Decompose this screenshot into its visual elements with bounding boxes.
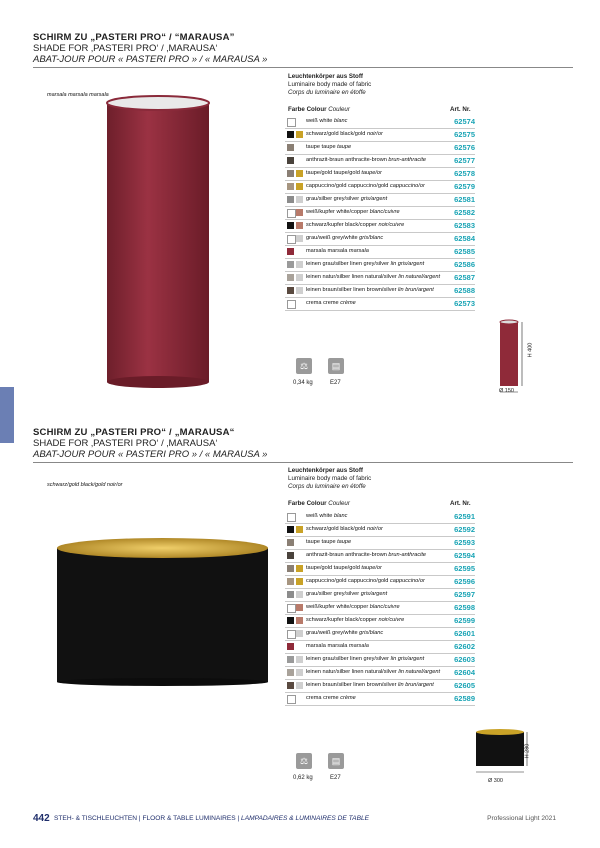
table-row — [285, 259, 475, 272]
colour-swatch — [287, 643, 294, 650]
colour-swatch — [287, 183, 294, 190]
socket-value: E27 — [330, 775, 341, 781]
article-number: 62589 — [454, 694, 475, 703]
footer-category: STEH- & TISCHLEUCHTEN | FLOOR & TABLE LUMINAIRES | LAMPADAIRES & LUMINAIRES DE TABLE — [54, 815, 370, 822]
colour-swatch — [287, 630, 296, 639]
article-number: 62579 — [454, 182, 475, 191]
table-row — [285, 116, 475, 129]
table-row — [285, 155, 475, 168]
colour-swatch — [287, 222, 294, 229]
colour-swatch-secondary — [296, 630, 303, 637]
product-photo — [33, 72, 278, 402]
chapter-tab — [0, 387, 14, 443]
colour-swatch — [287, 274, 294, 281]
article-number: 62576 — [454, 143, 475, 152]
table-row — [285, 680, 475, 693]
weight-value: 0,34 kg — [293, 380, 313, 386]
colour-swatch-secondary — [296, 261, 303, 268]
colour-name: weiß/kupfer white/copper blanc/cuivre — [306, 604, 400, 610]
colour-name: crema creme crème — [306, 695, 356, 701]
article-number: 62604 — [454, 668, 475, 677]
colour-name: weiß/kupfer white/copper blanc/cuivre — [306, 209, 400, 215]
colour-name: taupe taupe taupe — [306, 144, 352, 150]
colour-name: schwarz/kupfer black/copper noir/cuivre — [306, 617, 405, 623]
table-row — [285, 298, 475, 311]
colour-swatch — [287, 669, 294, 676]
section-title-fr: ABAT-JOUR POUR « PASTERI PRO » / « MARAUSA » — [33, 449, 268, 460]
colour-swatch-secondary — [296, 235, 303, 242]
colour-swatch-secondary — [296, 209, 303, 216]
colour-swatch — [287, 235, 296, 244]
table-row — [285, 550, 475, 563]
colour-swatch — [287, 131, 294, 138]
article-number: 62602 — [454, 642, 475, 651]
photo-label: marsala marsala marsala — [47, 92, 109, 98]
article-number: 62596 — [454, 577, 475, 586]
colour-swatch — [287, 682, 294, 689]
colour-swatch-secondary — [296, 170, 303, 177]
colour-swatch — [287, 144, 294, 151]
table-row — [285, 563, 475, 576]
divider — [33, 462, 573, 463]
colour-name: cappuccino/gold cappuccino/gold cappuccino/or — [306, 578, 425, 584]
weight-icon: ⚖ — [296, 358, 312, 374]
colour-swatch — [287, 526, 294, 533]
colour-swatch — [287, 118, 296, 127]
footer-catalog-name: Professional Light 2021 — [487, 815, 556, 822]
article-number: 62588 — [454, 286, 475, 295]
colour-name: leinen grau/silber linen grey/silver lin gris/argent — [306, 261, 425, 267]
colour-name: crema creme crème — [306, 300, 356, 306]
table-row — [285, 194, 475, 207]
colour-name: leinen natur/silber linen natural/silver lin naturel/argent — [306, 669, 441, 675]
article-number: 62595 — [454, 564, 475, 573]
drum-shade-image — [53, 537, 273, 687]
table-row — [285, 615, 475, 628]
colour-swatch-secondary — [296, 682, 303, 689]
article-number: 62575 — [454, 130, 475, 139]
colour-name: taupe taupe taupe — [306, 539, 352, 545]
colour-swatch-secondary — [296, 617, 303, 624]
colour-swatch-secondary — [296, 669, 303, 676]
dimension-drawing — [470, 726, 530, 778]
body-fr: Corps du luminaire en étoffe — [288, 89, 366, 96]
colour-name: weiß white blanc — [306, 513, 348, 519]
weight-value: 0,62 kg — [293, 775, 313, 781]
article-number: 62597 — [454, 590, 475, 599]
colour-swatch — [287, 604, 296, 613]
colour-swatch — [287, 287, 294, 294]
body-de: Leuchtenkörper aus Stoff — [288, 73, 363, 80]
article-number: 62577 — [454, 156, 475, 165]
variant-table — [285, 116, 475, 316]
section-title-de: SCHIRM ZU „PASTERI PRO“ / “MARAUSA” — [33, 32, 235, 43]
colour-name: leinen braun/silber linen brown/silver lin brun/argent — [306, 682, 434, 688]
section-title-en: SHADE FOR ‚PASTERI PRO‘ / ‚MARAUSA‘ — [33, 43, 218, 54]
article-number: 62584 — [454, 234, 475, 243]
colour-swatch — [287, 196, 294, 203]
colour-name: taupe/gold taupe/gold taupe/or — [306, 170, 382, 176]
colour-name: schwarz/gold black/gold noir/or — [306, 131, 383, 137]
colour-name: cappuccino/gold cappuccino/gold cappuccino/or — [306, 183, 425, 189]
table-row — [285, 693, 475, 706]
colour-name: taupe/gold taupe/gold taupe/or — [306, 565, 382, 571]
article-number: 62585 — [454, 247, 475, 256]
colour-swatch — [287, 248, 294, 255]
article-number: 62601 — [454, 629, 475, 638]
colour-swatch-secondary — [296, 578, 303, 585]
colour-swatch — [287, 565, 294, 572]
colour-name: schwarz/kupfer black/copper noir/cuivre — [306, 222, 405, 228]
colour-swatch — [287, 552, 294, 559]
table-row — [285, 285, 475, 298]
article-number: 62603 — [454, 655, 475, 664]
page-number: 442 — [33, 813, 50, 824]
table-row — [285, 220, 475, 233]
colour-name: grau/silber grey/silver gris/argent — [306, 591, 388, 597]
dimension-drawing — [488, 318, 538, 398]
colour-swatch-secondary — [296, 222, 303, 229]
socket-icon: ▤ — [328, 358, 344, 374]
socket-value: E27 — [330, 380, 341, 386]
colour-name: weiß white blanc — [306, 118, 348, 124]
colour-swatch — [287, 539, 294, 546]
colour-column-header: Farbe Colour Couleur — [288, 106, 350, 113]
colour-swatch — [287, 513, 296, 522]
article-number: 62599 — [454, 616, 475, 625]
table-row — [285, 181, 475, 194]
colour-column-header: Farbe Colour Couleur — [288, 500, 350, 507]
table-row — [285, 537, 475, 550]
article-number: 62598 — [454, 603, 475, 612]
colour-swatch — [287, 209, 296, 218]
colour-swatch — [287, 170, 294, 177]
colour-swatch — [287, 591, 294, 598]
colour-name: marsala marsala marsala — [306, 248, 369, 254]
colour-name: anthrazit-braun anthracite-brown brun-anthracite — [306, 552, 427, 558]
height-label: H 400 — [527, 342, 534, 358]
colour-swatch — [287, 578, 294, 585]
table-row — [285, 272, 475, 285]
artnr-column-header: Art. Nr. — [450, 106, 471, 113]
article-number: 62583 — [454, 221, 475, 230]
table-row — [285, 602, 475, 615]
colour-name: grau/weiß grey/white gris/blanc — [306, 630, 384, 636]
divider — [33, 67, 573, 68]
colour-name: leinen grau/silber linen grey/silver lin gris/argent — [306, 656, 425, 662]
article-number: 62593 — [454, 538, 475, 547]
table-row — [285, 589, 475, 602]
table-row — [285, 628, 475, 641]
colour-name: schwarz/gold black/gold noir/or — [306, 526, 383, 532]
body-fr: Corps du luminaire en étoffe — [288, 483, 366, 490]
body-en: Luminaire body made of fabric — [288, 475, 372, 482]
product-photo — [33, 467, 278, 797]
body-en: Luminaire body made of fabric — [288, 81, 372, 88]
table-row — [285, 129, 475, 142]
colour-swatch-secondary — [296, 196, 303, 203]
article-number: 62581 — [454, 195, 475, 204]
colour-swatch-secondary — [296, 565, 303, 572]
colour-swatch — [287, 300, 296, 309]
colour-name: marsala marsala marsala — [306, 643, 369, 649]
weight-icon: ⚖ — [296, 753, 312, 769]
colour-swatch-secondary — [296, 131, 303, 138]
article-number: 62574 — [454, 117, 475, 126]
colour-swatch-secondary — [296, 287, 303, 294]
colour-swatch-secondary — [296, 526, 303, 533]
article-number: 62582 — [454, 208, 475, 217]
colour-name: grau/silber grey/silver gris/argent — [306, 196, 388, 202]
article-number: 62578 — [454, 169, 475, 178]
article-number: 62587 — [454, 273, 475, 282]
colour-name: leinen natur/silber linen natural/silver lin naturel/argent — [306, 274, 441, 280]
table-row — [285, 576, 475, 589]
photo-label: schwarz/gold black/gold noir/or — [47, 482, 123, 488]
table-row — [285, 511, 475, 524]
article-number: 62605 — [454, 681, 475, 690]
colour-swatch — [287, 617, 294, 624]
cylinder-shade-image — [103, 94, 213, 388]
diameter-label: Ø 150 — [499, 388, 514, 394]
colour-swatch-secondary — [296, 183, 303, 190]
socket-icon: ▤ — [328, 753, 344, 769]
height-label: H 280 — [524, 743, 531, 759]
colour-swatch — [287, 656, 294, 663]
article-number: 62591 — [454, 512, 475, 521]
table-row — [285, 207, 475, 220]
section-title-de: SCHIRM ZU „PASTERI PRO“ / „MARAUSA“ — [33, 427, 235, 438]
table-row — [285, 233, 475, 246]
colour-swatch-secondary — [296, 656, 303, 663]
article-number: 62592 — [454, 525, 475, 534]
table-row — [285, 654, 475, 667]
table-row — [285, 641, 475, 654]
article-number: 62573 — [454, 299, 475, 308]
colour-swatch-secondary — [296, 274, 303, 281]
colour-swatch-secondary — [296, 591, 303, 598]
article-number: 62594 — [454, 551, 475, 560]
section-title-en: SHADE FOR ‚PASTERI PRO‘ / ‚MARAUSA‘ — [33, 438, 218, 449]
colour-swatch — [287, 695, 296, 704]
colour-swatch — [287, 261, 294, 268]
article-number: 62586 — [454, 260, 475, 269]
table-row — [285, 142, 475, 155]
section-title-fr: ABAT-JOUR POUR « PASTERI PRO » / « MARAUSA » — [33, 54, 268, 65]
colour-swatch — [287, 157, 294, 164]
colour-name: grau/weiß grey/white gris/blanc — [306, 235, 384, 241]
table-row — [285, 246, 475, 259]
diameter-label: Ø 300 — [488, 778, 503, 784]
artnr-column-header: Art. Nr. — [450, 500, 471, 507]
table-row — [285, 524, 475, 537]
colour-swatch-secondary — [296, 604, 303, 611]
colour-name: leinen braun/silber linen brown/silver lin brun/argent — [306, 287, 434, 293]
table-row — [285, 168, 475, 181]
table-row — [285, 667, 475, 680]
variant-table — [285, 511, 475, 711]
colour-name: anthrazit-braun anthracite-brown brun-anthracite — [306, 157, 427, 163]
body-de: Leuchtenkörper aus Stoff — [288, 467, 363, 474]
